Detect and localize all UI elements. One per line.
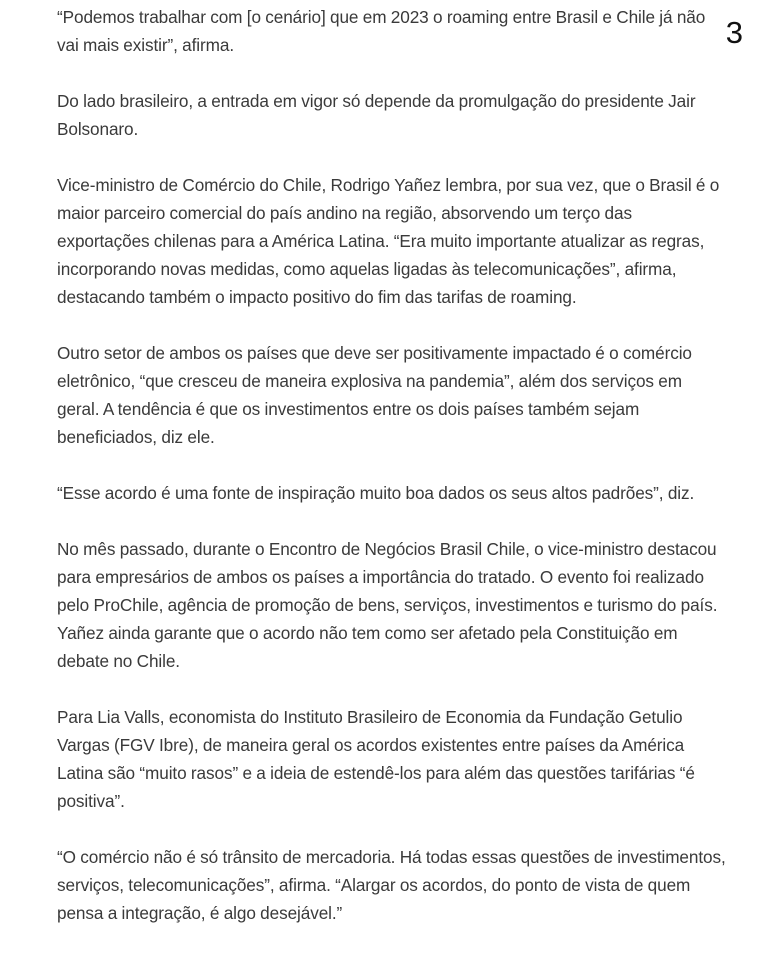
paragraph-business-meeting: No mês passado, durante o Encontro de Negócios Brasil Chile, o vice-ministro destacou para empresários de ambos os países a importância do tratado. O evento foi realizado pelo ProChile, agência de promoção de bens, serviços, investimentos e turismo do país. Yañez ainda garante que o acordo não tem como ser afetado pela Constituição em debate no Chile. <box>57 539 718 671</box>
paragraph-roaming-quote: “Podemos trabalhar com [o cenário] que em 2023 o roaming entre Brasil e Chile já não vai mais existir”, afirma. <box>57 7 706 55</box>
paragraph-brazil-promulgation: Do lado brasileiro, a entrada em vigor só depende da promulgação do presidente Jair Bolsonaro. <box>57 91 696 139</box>
paragraph-lia-valls: Para Lia Valls, economista do Instituto Brasileiro de Economia da Fundação Getulio Vargas (FGV Ibre), de maneira geral os acordos existentes entre países da América Latina são “muito rasos” e a ideia de estendê-los para além das questões tarifárias “é positiva”. <box>57 707 695 811</box>
paragraph-vice-minister: Vice-ministro de Comércio do Chile, Rodrigo Yañez lembra, por sua vez, que o Brasil é o maior parceiro comercial do país andino na região, absorvendo um terço das exportações chilenas para a América Latina. “Era muito importante atualizar as regras, incorporando novas medidas, como aquelas ligadas às telecomunicações”, afirma, destacando também o impacto positivo do fim das tarifas de roaming. <box>57 175 720 307</box>
paragraph-inspiration-quote: “Esse acordo é uma fonte de inspiração muito boa dados os seus altos padrões”, diz. <box>57 483 695 503</box>
article-body <box>57 3 727 955</box>
paragraph-commerce-quote: “O comércio não é só trânsito de mercadoria. Há todas essas questões de investimentos, serviços, telecomunicações”, afirma. “Alargar os acordos, do ponto de vista de quem pensa a integração, é algo desejável.” <box>57 847 726 923</box>
page-number: 3 <box>725 15 743 50</box>
paragraph-ecommerce: Outro setor de ambos os países que deve ser positivamente impactado é o comércio eletrônico, “que cresceu de maneira explosiva na pandemia”, além dos serviços em geral. A tendência é que os investimentos entre os dois países também sejam beneficiados, diz ele. <box>57 343 692 447</box>
